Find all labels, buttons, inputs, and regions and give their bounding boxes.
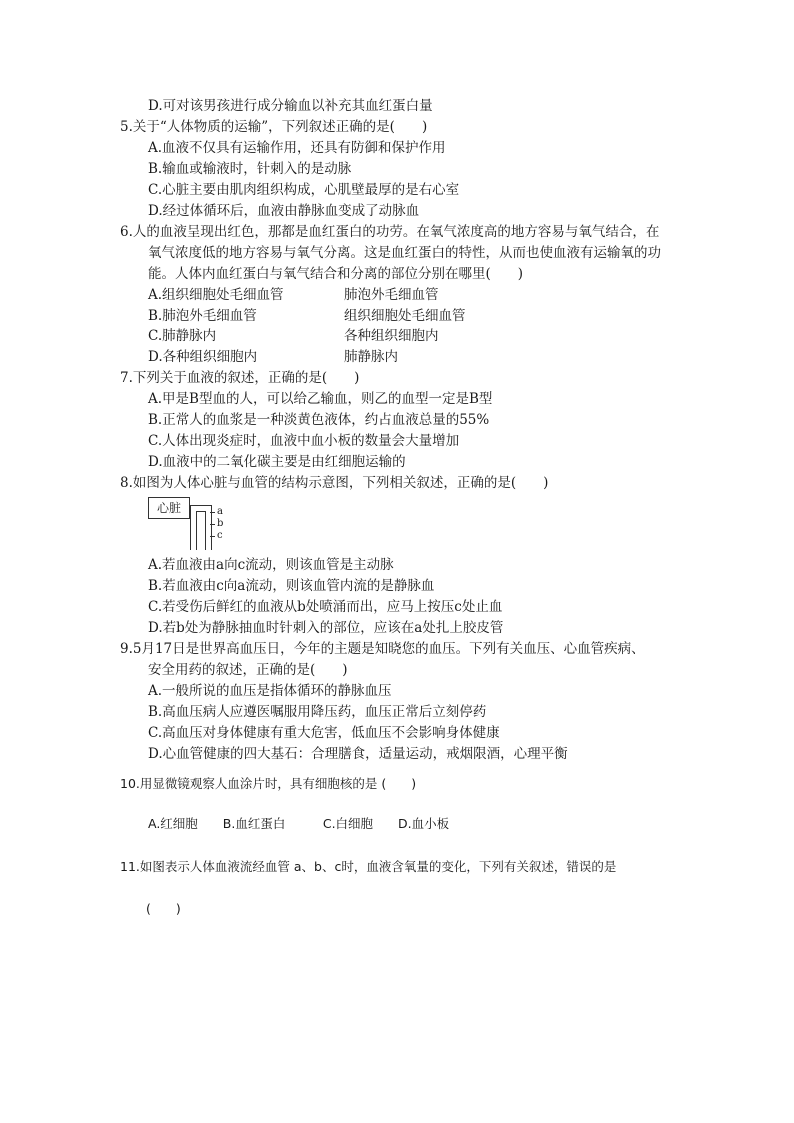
q8-stem: 8.如图为人体心脏与血管的结构示意图，下列相关叙述，正确的是( ) — [120, 475, 549, 491]
q6-stem-line3: 能。人体内血红蛋白与氧气结合和分离的部位分别在哪里( ) — [148, 266, 524, 282]
q7-option-b: B.正常人的血浆是一种淡黄色液体，约占血液总量的55% — [148, 412, 490, 428]
q7-option-d: D.血液中的二氧化碳主要是由红细胞运输的 — [148, 454, 406, 470]
q6-option-a-left: A.组织细胞处毛细血管 — [148, 287, 284, 303]
vessel-inner-wall — [196, 511, 206, 550]
q5-option-c: C.心脏主要由肌肉组织构成，心肌壁最厚的是右心室 — [148, 182, 460, 198]
q9-stem-line2: 安全用药的叙述，正确的是( ) — [148, 662, 348, 678]
q7-stem: 7.下列关于血液的叙述，正确的是( ) — [120, 370, 360, 386]
heart-label: 心脏 — [148, 497, 190, 519]
q7-option-a: A.甲是B型血的人，可以给乙输血，则乙的血型一定是B型 — [148, 391, 493, 407]
q6-option-c-left: C.肺静脉内 — [148, 328, 217, 344]
tick-a — [210, 512, 215, 513]
q5-option-d: D.经过体循环后，血液由静脉血变成了动脉血 — [148, 203, 420, 219]
q6-option-b-left: B.肺泡外毛细血管 — [148, 308, 257, 324]
q8-option-c: C.若受伤后鲜红的血液从b处喷涌而出，应马上按压c处止血 — [148, 599, 503, 615]
q8-option-d: D.若b处为静脉抽血时针刺入的部位，应该在a处扎上胶皮管 — [148, 620, 504, 636]
q9-option-d: D.心血管健康的四大基石：合理膳食，适量运动，戒烟限酒，心理平衡 — [148, 746, 568, 762]
q6-option-a-right: 肺泡外毛细血管 — [344, 287, 439, 303]
q7-option-c: C.人体出现炎症时，血液中血小板的数量会大量增加 — [148, 433, 460, 449]
q9-option-a: A.一般所说的血压是指体循环的静脉血压 — [148, 683, 392, 699]
q9-option-b: B.高血压病人应遵医嘱服用降压药，血压正常后立刻停药 — [148, 704, 487, 720]
q6-stem-line2: 氧气浓度低的地方容易与氧气分离。这是血红蛋白的特性，从而也使血液有运输氧的功 — [148, 245, 661, 261]
tick-b — [210, 524, 215, 525]
q10-stem: 10.用显微镜观察人血涂片时，具有细胞核的是 ( ) — [120, 776, 417, 791]
q6-stem-line1: 6.人的血液呈现出红色，那都是血红蛋白的功劳。在氧气浓度高的地方容易与氧气结合，在 — [120, 224, 660, 240]
q11-stem: 11.如图表示人体血液流经血管 a、b、c时，血液含氧量的变化，下列有关叙述，错误的是 — [120, 859, 617, 874]
q8-option-b: B.若血液由c向a流动，则该血管内流的是静脉血 — [148, 578, 435, 594]
q6-option-c-right: 各种组织细胞内 — [344, 328, 439, 344]
q5-stem: 5.关于“人体物质的运输”，下列叙述正确的是( ) — [120, 119, 428, 135]
q8-option-a: A.若血液由a向c流动，则该血管是主动脉 — [148, 557, 394, 573]
vessel-label-b: b — [217, 518, 224, 529]
q6-option-d-left: D.各种组织细胞内 — [148, 349, 258, 365]
q6-option-b-right: 组织细胞处毛细血管 — [344, 308, 466, 324]
q6-option-d-right: 肺静脉内 — [344, 349, 398, 365]
vessel-label-c: c — [217, 530, 223, 541]
q5-option-b: B.输血或输液时，针刺入的是动脉 — [148, 161, 352, 177]
q9-stem-line1: 9.5月17日是世界高血压日，今年的主题是知晓您的血压。下列有关血压、心血管疾病、 — [120, 641, 645, 657]
q11-answer-paren: ( ) — [146, 901, 181, 916]
q4-option-d: D.可对该男孩进行成分输血以补充其血红蛋白量 — [148, 98, 433, 114]
q5-option-a: A.血液不仅具有运输作用，还具有防御和保护作用 — [148, 140, 446, 156]
q10-options: A.红细胞 B.血红蛋白 C.白细胞 D.血小板 — [148, 816, 450, 831]
tick-c — [210, 536, 215, 537]
q9-option-c: C.高血压对身体健康有重大危害，低血压不会影响身体健康 — [148, 725, 500, 741]
vessel-label-a: a — [217, 506, 223, 517]
